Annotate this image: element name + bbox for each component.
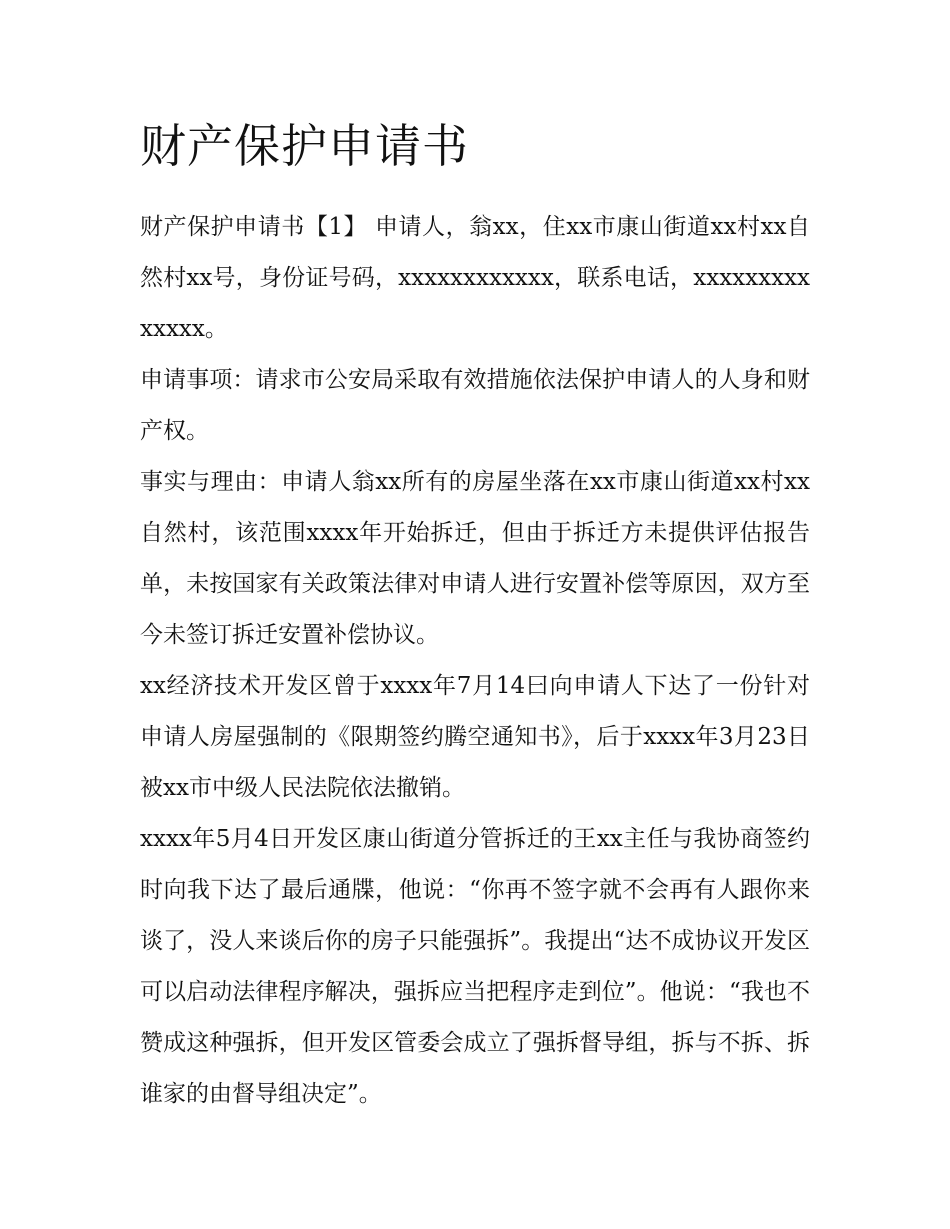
paragraph-negotiation: xxxx年5月4日开发区康山街道分管拆迁的王xx主任与我协商签约时向我下达了最后通牒，他说：“你再不签字就不会再有人跟你来谈了，没人来谈后你的房子只能强拆”。我提出“达不成协议开发区可以启动法律程序解决，强拆应当把程序走到位”。他说：“我也不赞成这种强拆，但开发区管委会成立了强拆督导组，拆与不拆、拆谁家的由督导组决定”。 bbox=[140, 826, 810, 1107]
document-title: 财产保护申请书 bbox=[140, 119, 469, 173]
paragraph-request: 申请事项：请求市公安局采取有效措施依法保护申请人的人身和财产权。 bbox=[140, 367, 810, 444]
document-body bbox=[140, 112, 810, 1120]
paragraph-facts: 事实与理由：申请人翁xx所有的房屋坐落在xx市康山街道xx村xx自然村，该范围xxxx年开始拆迁，但由于拆迁方未提供评估报告单，未按国家有关政策法律对申请人进行安置补偿等原因，双方至今未签订拆迁安置补偿协议。 bbox=[140, 469, 810, 648]
paragraph-notice: xx经济技术开发区曾于xxxx年7月14曰向申请人下达了一份针对申请人房屋强制的《限期签约腾空通知书》，后于xxxx年3月23日被xx市中级人民法院依法撤销。 bbox=[140, 673, 810, 801]
paragraph-applicant: 财产保护申请书【1】 申请人，翁xx，住xx市康山街道xx村xx自然村xx号，身份证号码，xxxxxxxxxxxx，联系电话，xxxxxxxxxxxxxx。 bbox=[140, 214, 810, 342]
